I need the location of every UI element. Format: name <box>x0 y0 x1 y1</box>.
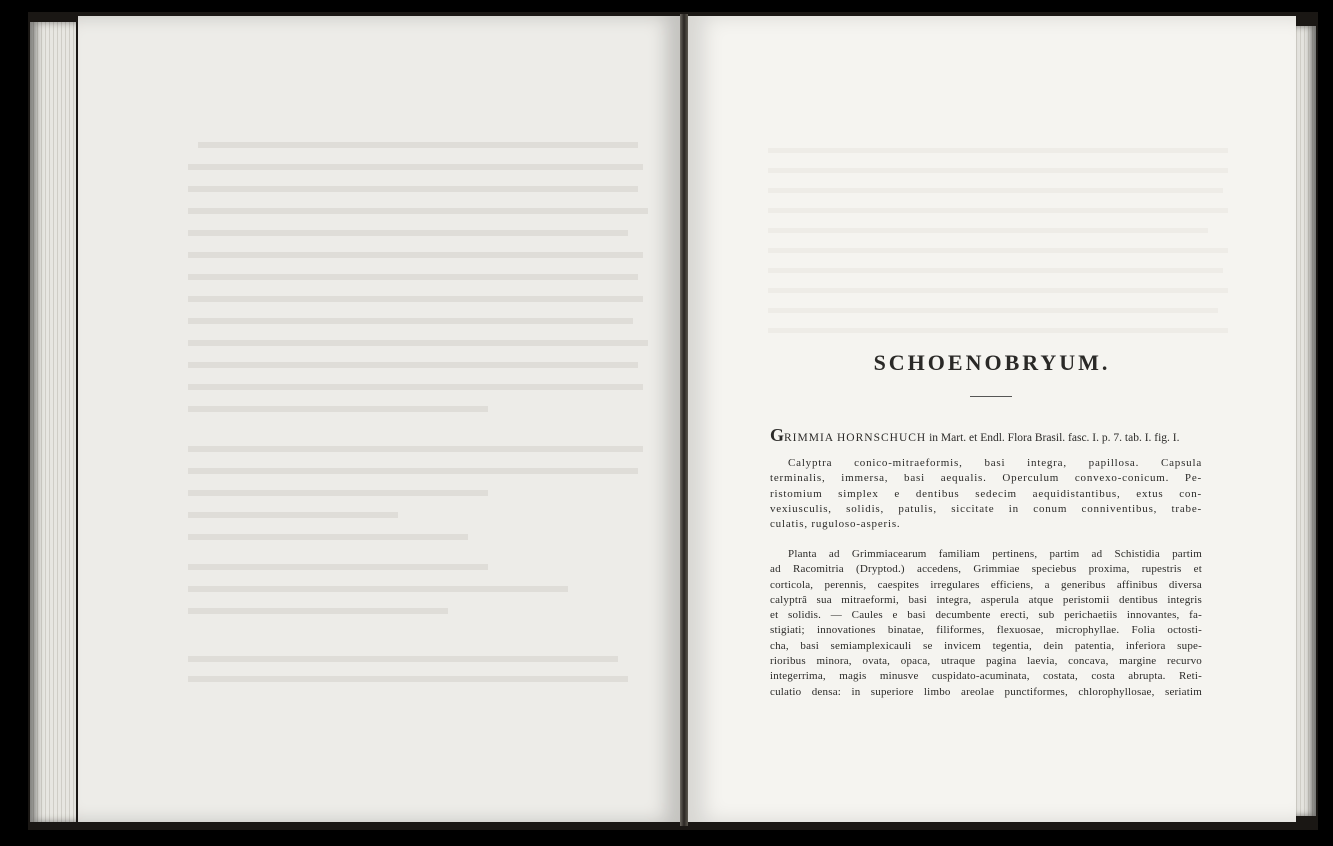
left-page-edges <box>30 22 76 822</box>
heading-genus: RIMMIA <box>784 432 835 444</box>
paragraph-line: Calyptra conico-mitraeformis, basi integra, papillosa. Capsula <box>788 457 1202 469</box>
open-book <box>28 12 1318 830</box>
paragraph-line: ad Racomitria (Dryptod.) accedens, Grimmiae speciebus proxima, rupestris et <box>770 563 1202 576</box>
paragraph-line: cha, basi semiamplexicauli se invicem tegentia, dein patentia, inferiora supe- <box>770 639 1202 652</box>
bleed-through-text <box>78 16 680 822</box>
paragraph-line: culatio densa: in superiore limbo areolae punctiformes, chlorophyllosae, seriatim <box>770 685 1202 698</box>
paragraph-line: culatis, ruguloso-asperis. <box>770 518 901 531</box>
paragraph-line: calyptrâ sua mitraeformi, basi integra, asperula atque peristomii dentibus integris <box>770 593 1202 606</box>
paragraph-line: vexiusculis, solidis, patulis, siccitate in conum conniventibus, trabe- <box>770 502 1202 515</box>
heading-author: HORNSCHUCH <box>836 432 927 444</box>
paragraph-line: corticola, perennis, caespites irregulares efficiens, a generibus affinibus diversa <box>770 578 1202 591</box>
paragraph-line: ristomium simplex e dentibus sedecim aequidistantibus, extus con- <box>770 487 1202 500</box>
genus-heading <box>770 427 1210 446</box>
heading-dropcap: G <box>770 425 785 445</box>
heading-citation: in Mart. et Endl. Flora Brasil. fasc. I. p. 7. tab. I. fig. I. <box>929 432 1180 444</box>
paragraph-line: integerrima, magis minusve cuspidato-acuminata, costata, costa abrupta. Reti- <box>770 670 1202 683</box>
diagnosis-paragraph <box>770 456 1202 532</box>
book-gutter <box>680 14 688 826</box>
paragraph-line: et solidis. — Caules e basi decumbente erecti, sub perichaetiis innovantes, fa- <box>770 609 1202 622</box>
paragraph-line: rioribus minora, ovata, opaca, utraque pagina laevia, concava, margine recurvo <box>770 655 1202 668</box>
left-page <box>78 16 680 822</box>
paragraph-line: stigiati; innovationes binatae, filiformes, flexuosae, microphyllae. Folia octosti- <box>770 624 1202 637</box>
description-paragraph <box>770 547 1202 700</box>
paragraph-line: Planta ad Grimmiacearum familiam pertinens, partim ad Schistidia partim <box>788 548 1202 560</box>
page-title: SCHOENOBRYUM. <box>873 350 1111 375</box>
title-rule <box>970 396 1012 397</box>
show-through-text <box>688 16 1296 822</box>
right-page <box>688 16 1296 822</box>
right-page-edges <box>1296 26 1316 816</box>
paragraph-line: terminalis, immersa, basi aequalis. Operculum convexo-conicum. Pe- <box>770 472 1202 485</box>
